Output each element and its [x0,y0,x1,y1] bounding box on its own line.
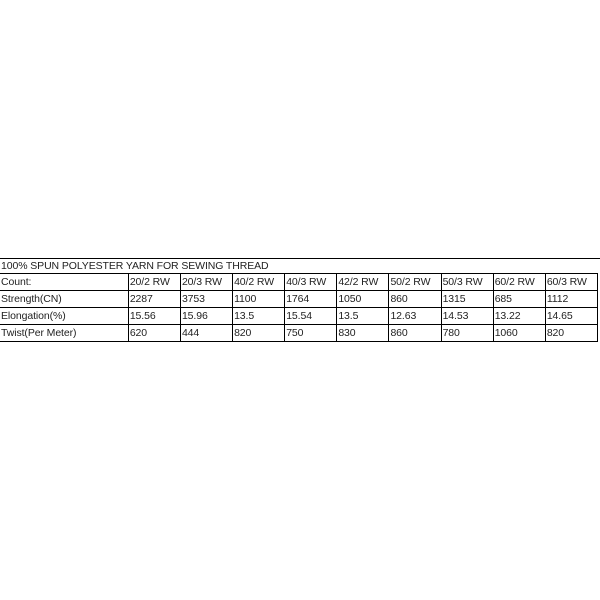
table-cell: 12.63 [389,308,441,325]
spec-sheet [0,258,600,342]
table-cell: 820 [545,325,597,342]
table-cell: 14.53 [441,308,493,325]
table-cell: 13.22 [493,308,545,325]
table-row-elongation [0,308,598,325]
spec-table [0,273,598,342]
header-cell: 50/2 RW [389,274,441,291]
header-cell: 50/3 RW [441,274,493,291]
table-title-row [0,258,600,273]
header-cell: 40/3 RW [285,274,337,291]
table-cell: 1764 [285,291,337,308]
table-cell: 13.5 [233,308,285,325]
row-label-cell: Twist(Per Meter) [0,325,128,342]
table-row-twist [0,325,598,342]
table-cell: 14.65 [545,308,597,325]
table-cell: 860 [389,291,441,308]
table-row-strength [0,291,598,308]
table-cell: 444 [180,325,232,342]
table-header-row [0,274,598,291]
row-label-cell: Elongation(%) [0,308,128,325]
table-cell: 780 [441,325,493,342]
table-cell: 3753 [180,291,232,308]
table-cell: 1050 [337,291,389,308]
table-cell: 1060 [493,325,545,342]
table-cell: 15.96 [180,308,232,325]
table-cell: 820 [233,325,285,342]
table-cell: 860 [389,325,441,342]
table-cell: 1315 [441,291,493,308]
table-cell: 830 [337,325,389,342]
header-cell: 60/2 RW [493,274,545,291]
header-cell: 60/3 RW [545,274,597,291]
table-cell: 1112 [545,291,597,308]
table-cell: 1100 [233,291,285,308]
table-title: 100% SPUN POLYESTER YARN FOR SEWING THREAD [1,260,269,272]
row-label-cell: Strength(CN) [0,291,128,308]
table-cell: 13.5 [337,308,389,325]
header-cell: 20/3 RW [180,274,232,291]
header-label-cell: Count: [0,274,128,291]
table-cell: 15.54 [285,308,337,325]
table-cell: 750 [285,325,337,342]
table-cell: 685 [493,291,545,308]
table-cell: 2287 [128,291,180,308]
table-cell: 620 [128,325,180,342]
header-cell: 40/2 RW [233,274,285,291]
header-cell: 20/2 RW [128,274,180,291]
table-cell: 15.56 [128,308,180,325]
header-cell: 42/2 RW [337,274,389,291]
